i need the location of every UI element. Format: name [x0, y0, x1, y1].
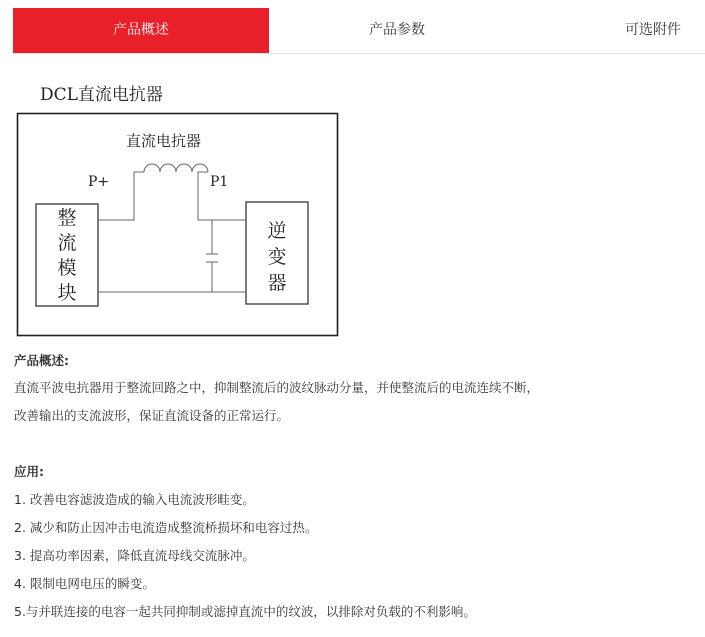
inverter-char-3: 器 — [267, 272, 287, 294]
tab-bar — [13, 8, 705, 54]
rectifier-char-1: 整 — [57, 207, 77, 229]
inductor-coil — [144, 164, 208, 172]
application-item-1: 1. 改善电容滤波造成的输入电流波形畦变。 — [14, 492, 255, 507]
diagram-title: DCL直流电抗器 — [40, 85, 163, 105]
application-item-4: 4. 限制电网电压的瞬变。 — [14, 576, 155, 591]
circuit-diagram — [16, 112, 340, 338]
terminal-p-plus: P+ — [88, 174, 110, 190]
terminal-p1: P1 — [210, 174, 229, 190]
overview-heading: 产品概述: — [14, 353, 69, 368]
application-item-3: 3. 提高功率因素，降低直流母线交流脉冲。 — [14, 548, 255, 563]
inverter-char-2: 变 — [267, 246, 287, 268]
overview-line-1: 直流平波电抗器用于整流回路之中，抑制整流后的波纹脉动分量，并使整流后的电流连续不断， — [14, 380, 540, 395]
application-item-5: 5.与并联连接的电容一起共同抑制或滤掉直流中的纹波，以排除对负载的不利影响。 — [14, 604, 476, 619]
rectifier-char-3: 模 — [57, 257, 77, 279]
tab-product-overview[interactable]: 产品概述 — [13, 8, 269, 53]
rectifier-char-4: 块 — [57, 282, 77, 304]
overview-line-2: 改善输出的支流波形，保证直流设备的正常运行。 — [14, 408, 290, 423]
tab-optional-accessories[interactable]: 可选附件 — [625, 22, 681, 38]
tab-product-parameters[interactable]: 产品参数 — [369, 22, 425, 38]
application-heading: 应用: — [14, 464, 44, 479]
reactor-label: 直流电抗器 — [126, 132, 202, 150]
inverter-char-1: 逆 — [267, 220, 287, 242]
application-item-2: 2. 减少和防止因冲击电流造成整流桥损坏和电容过热。 — [14, 520, 318, 535]
rectifier-char-2: 流 — [57, 232, 77, 254]
